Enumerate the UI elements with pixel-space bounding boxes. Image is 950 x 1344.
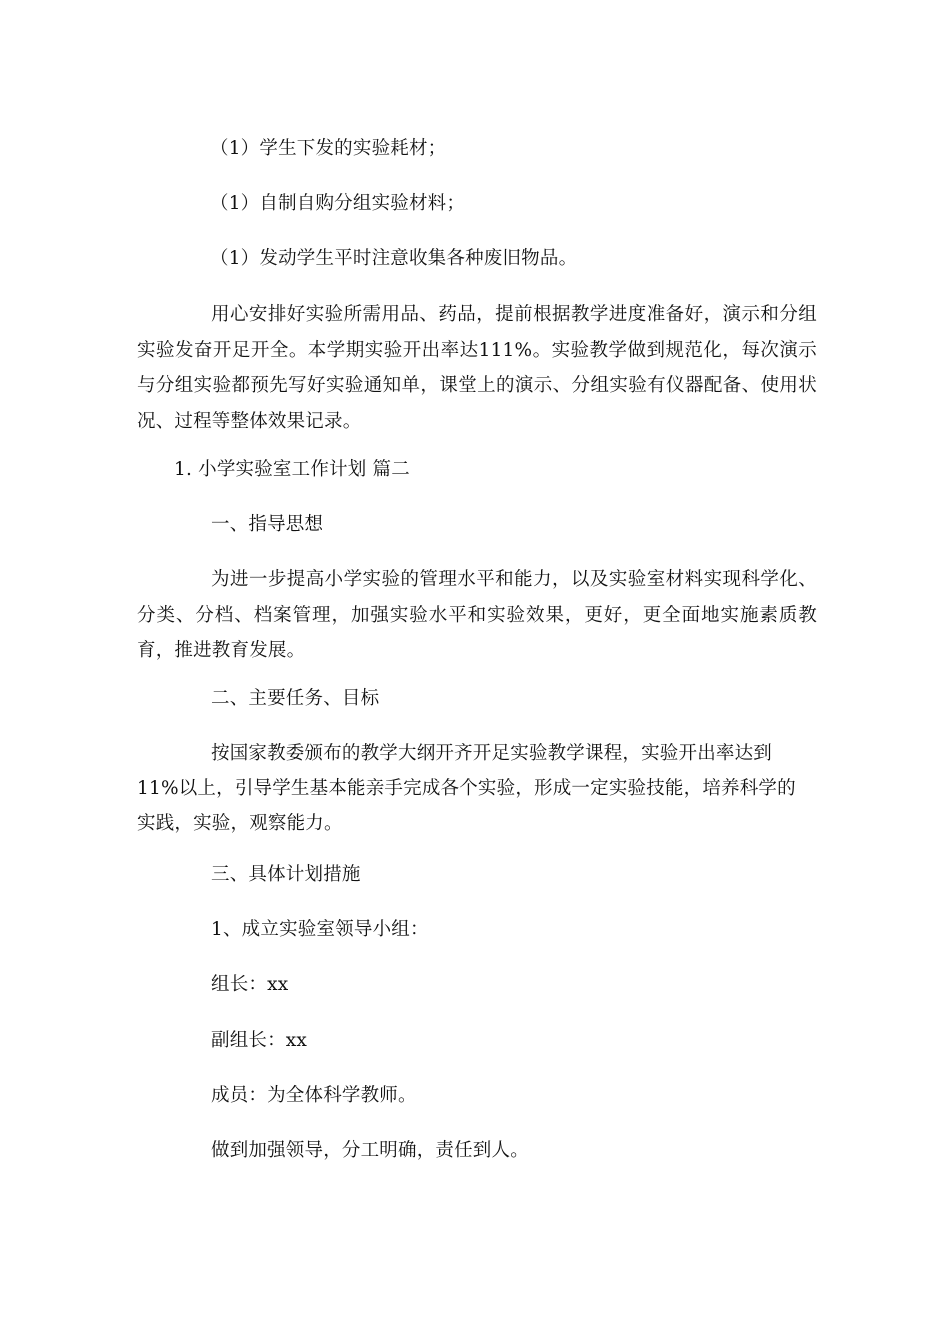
closing-statement: 做到加强领导，分工明确，责任到人。 (211, 1140, 529, 1161)
vice-group-leader: 副组长：xx (211, 1030, 308, 1051)
paragraph-experiment-preparation: 用心安排好实验所需用品、药品，提前根据教学进度准备好，演示和分组实验发奋开足开全。本学期实验开出率达111%。实验教学做到规范化，每次演示与分组实验都预先写好实验通知单，课堂上的演示、分组实验有仪器配备、使用状况、过程等整体效果记录。 (137, 304, 817, 432)
list-item-experiment-consumables: （1）学生下发的实验耗材； (210, 138, 447, 159)
list-item-collect-waste-items: （1）发动学生平时注意收集各种废旧物品。 (210, 248, 578, 269)
paragraph-main-tasks-line-1: 按国家教委颁布的教学大纲开齐开足实验教学课程，实验开出率达到 (211, 743, 773, 764)
group-leader: 组长：xx (211, 974, 289, 995)
heading-main-tasks: 二、主要任务、目标 (211, 688, 380, 709)
group-members: 成员：为全体科学教师。 (211, 1085, 417, 1106)
heading-specific-measures: 三、具体计划措施 (211, 864, 361, 885)
paragraph-main-tasks-line-2: 11%以上，引导学生基本能亲手完成各个实验，形成一定实验技能，培养科学的 (137, 778, 796, 799)
section-title: 1. 小学实验室工作计划 篇二 (174, 459, 410, 480)
paragraph-main-tasks-line-3: 实践，实验，观察能力。 (137, 813, 343, 834)
list-item-homemade-materials: （1）自制自购分组实验材料； (210, 193, 466, 214)
item-lab-leadership-group: 1、成立实验室领导小组： (211, 919, 429, 940)
paragraph-guiding-ideology: 为进一步提高小学实验的管理水平和能力，以及实验室材料实现科学化、分类、分档、档案管理，加强实验水平和实验效果，更好，更全面地实施素质教育，推进教育发展。 (137, 569, 817, 661)
heading-guiding-ideology: 一、指导思想 (211, 514, 324, 535)
